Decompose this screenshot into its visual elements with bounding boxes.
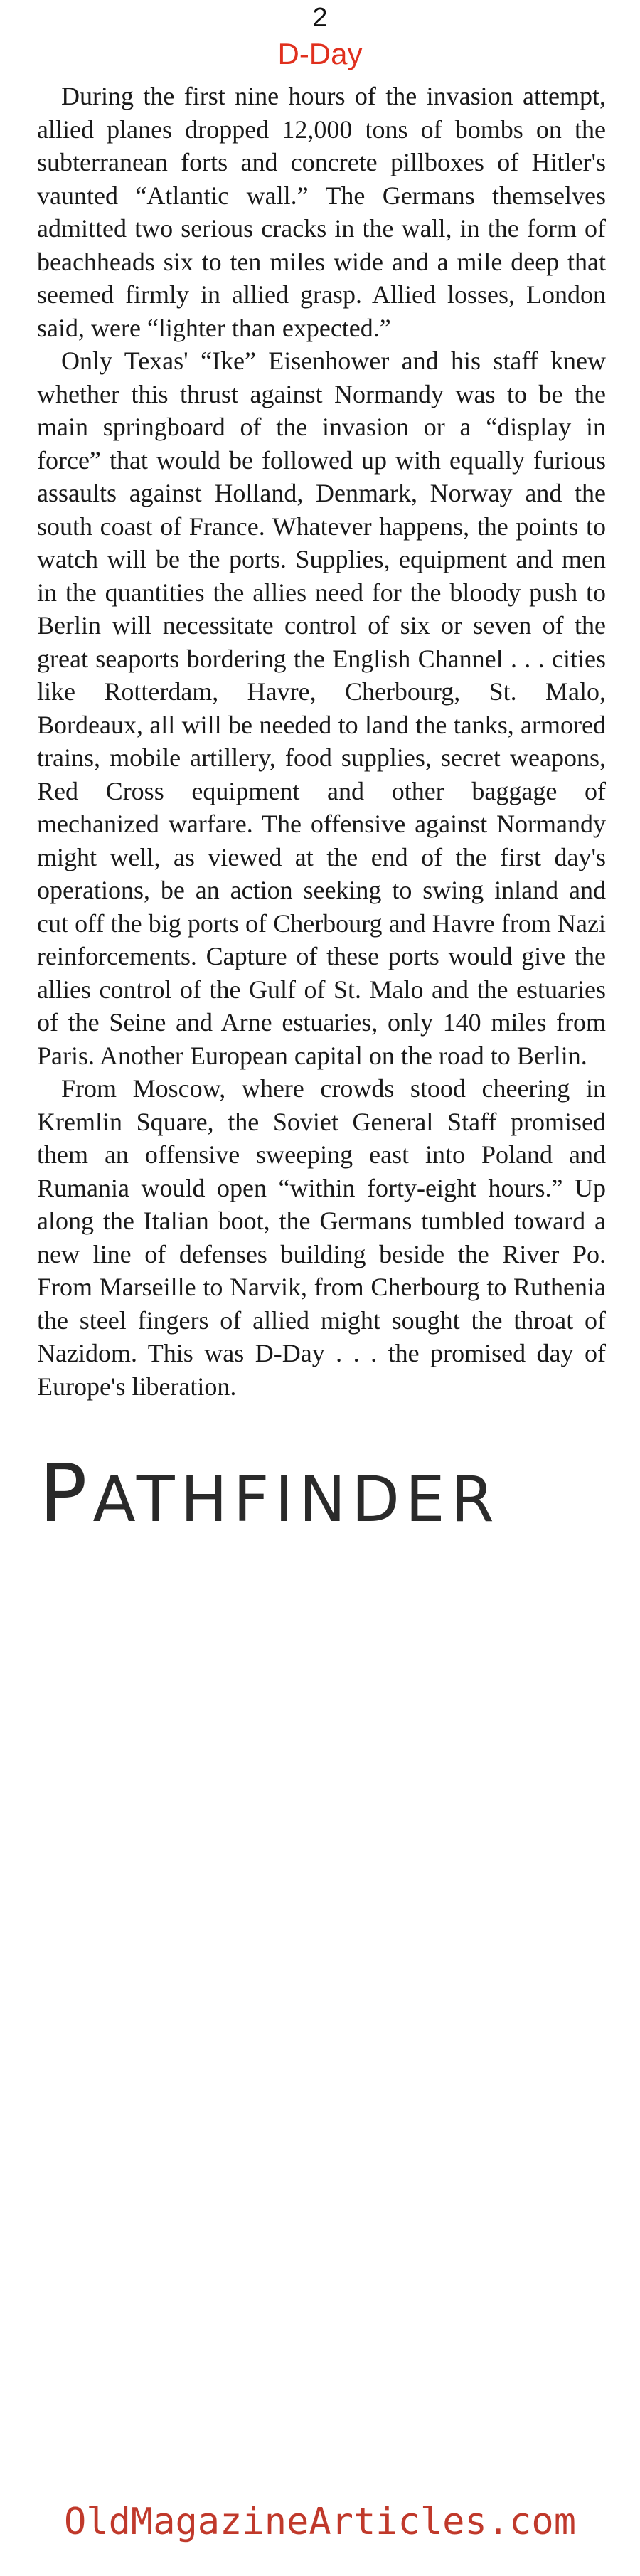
article-paragraph: During the first nine hours of the invasion attempt, allied planes dropped 12,000 tons of bombs on the subterranean forts and concrete pillboxes of Hitler's vaunted “Atlantic wall.” The Germans themselves admitted two serious cracks in the wall, in the form of beachheads six to ten miles wide and a mile deep that seemed firmly in allied grasp. Allied losses, London said, were “lighter than expected.” [37,82,606,342]
page-number: 2 [312,3,328,33]
masthead-initial: P [39,1448,93,1540]
site-credit-link[interactable]: OldMagazineArticles.com [63,2501,577,2543]
masthead-rest: ATHFINDER [92,1463,500,1536]
pathfinder-masthead [39,1448,594,1540]
article-paragraph: Only Texas' “Ike” Eisenhower and his staff knew whether this thrust against Normandy was to be the main springboard of the invasion or a “display in force” that would be followed up with equally furious assaults against Holland, Denmark, Norway and the south coast of France. Whatever happens, the points to watch will be the ports. Supplies, equipment and men in the quantities the allies need for the bloody push to Berlin will necessitate control of six or seven of the great seaports bordering the English Channel . . . cities like Rotterdam, Havre, Cherbourg, St. Malo, Bordeaux, all will be needed to land the tanks, armored trains, mobile artillery, food supplies, secret weapons, Red Cross equipment and other baggage of mechanized warfare. The offensive against Normandy might well, as viewed at the end of the first day's operations, be an action seeking to swing inland and cut off the big ports of Cherbourg and Havre from Nazi reinforcements. Capture of these ports would give the allies control of the Gulf of St. Malo and the estuaries of the Seine and Arne estuaries, only 140 miles from Paris. Another European capital on the road to Berlin. [37,346,606,1070]
article-title: D-Day [277,37,363,70]
article-body [37,80,606,1401]
article-paragraph: From Moscow, where crowds stood cheering in Kremlin Square, the Soviet General Staff promised them an offensive sweeping east into Poland and Rumania would open “within forty-eight hours.” Up along the Italian boot, the Germans tumbled toward a new line of defenses building beside the River Po. From Marseille to Narvik, from Cherbourg to Ruthenia the steel fingers of allied might sought the throat of Nazidom. This was D-Day . . . the promised day of Europe's liberation. [37,1074,606,1401]
